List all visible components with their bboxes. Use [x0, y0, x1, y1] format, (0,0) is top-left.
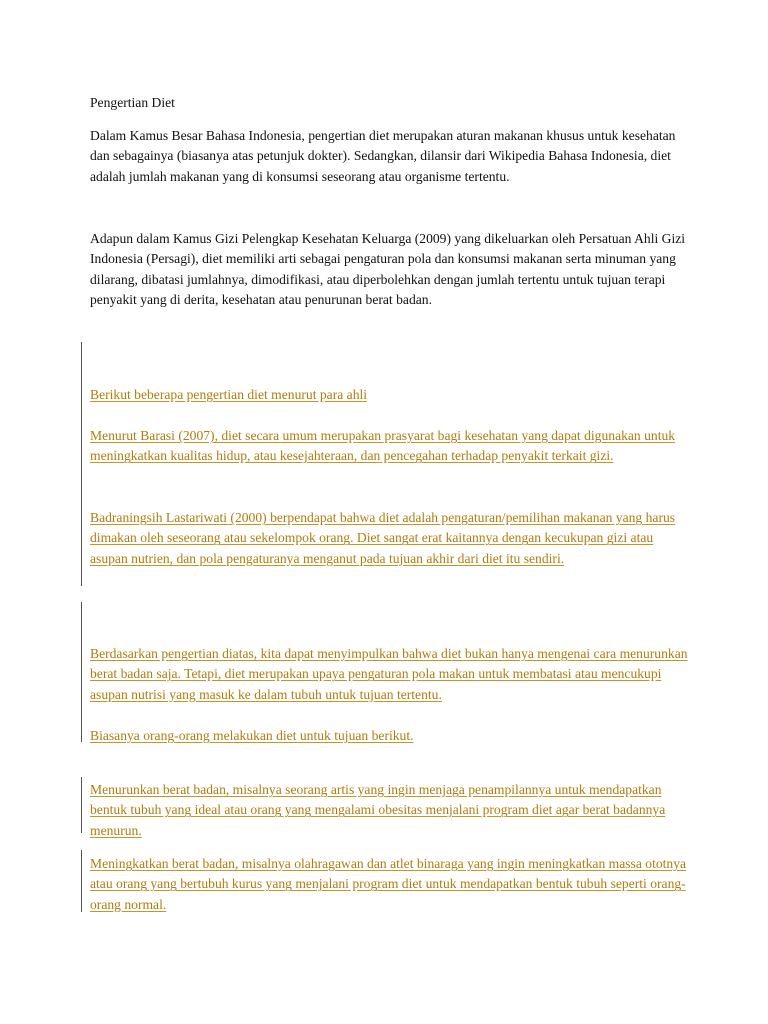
- tracked-change-barasi: [90, 426, 690, 467]
- tracked-change-purposes-intro: [90, 726, 690, 746]
- paragraph-definition-persagi: Adapun dalam Kamus Gizi Pelengkap Kesehatan Keluarga (2009) yang dikeluarkan oleh Persatuan Ahli Gizi Indonesia (Persagi), diet memiliki arti sebagai pengaturan pola dan konsumsi makanan serta minuman yang dilarang, dibatasi jumlahnya, dimodifikasi, atau diperbolehkan dengan jumlah tertentu untuk tujuan terapi penyakit yang di derita, kesehatan atau penurunan berat badan.: [90, 231, 686, 307]
- change-bar: [81, 850, 82, 912]
- change-bar: [81, 777, 82, 833]
- change-bar: [81, 602, 82, 742]
- tracked-change-intro: [90, 385, 690, 405]
- change-bar: [81, 342, 82, 586]
- tracked-change-text: Badraningsih Lastariwati (2000) berpendapat bahwa diet adalah pengaturan/pemilihan makanan yang harus dimakan oleh seseorang atau sekelompok orang. Diet sangat erat kaitannya dengan kecukupan gizi atau asupan nutrien, dan pola pengaturanya menganut pada tujuan akhir dari diet itu sendiri.: [90, 510, 676, 566]
- tracked-change-gain-weight: [90, 854, 690, 915]
- document-title: Pengertian Diet: [90, 95, 175, 110]
- tracked-change-text: Biasanya orang-orang melakukan diet untuk tujuan berikut.: [90, 728, 414, 743]
- tracked-change-conclusion: [90, 644, 690, 705]
- tracked-change-text: Menurunkan berat badan, misalnya seorang artis yang ingin menjaga penampilannya untuk mendapatkan bentuk tubuh yang ideal atau orang yang mengalami obesitas menjalani program diet agar berat badannya menurun.: [90, 782, 666, 838]
- tracked-change-lose-weight: [90, 780, 690, 841]
- tracked-change-text: Berikut beberapa pengertian diet menurut para ahli: [90, 387, 368, 402]
- paragraph-definition-kbbi: Dalam Kamus Besar Bahasa Indonesia, pengertian diet merupakan aturan makanan khusus untuk kesehatan dan sebagainya (biasanya atas petunjuk dokter). Sedangkan, dilansir dari Wikipedia Bahasa Indonesia, diet adalah jumlah makanan yang di konsumsi seseorang atau organisme tertentu.: [90, 128, 676, 184]
- tracked-change-text: Berdasarkan pengertian diatas, kita dapat menyimpulkan bahwa diet bukan hanya mengenai cara menurunkan berat badan saja. Tetapi, diet merupakan upaya pengaturan pola makan untuk membatasi atau mencukupi asupan nutrisi yang masuk ke dalam tubuh untuk tujuan tertentu.: [90, 646, 688, 702]
- tracked-change-text: Menurut Barasi (2007), diet secara umum merupakan prasyarat bagi kesehatan yang dapat digunakan untuk meningkatkan kualitas hidup, atau kesejahteraan, dan pencegahan terhadap penyakit terkait gizi.: [90, 428, 676, 464]
- tracked-change-lastariwati: [90, 508, 690, 569]
- tracked-change-text: Meningkatkan berat badan, misalnya olahragawan dan atlet binaraga yang ingin meningkatkan massa ototnya atau orang yang bertubuh kurus yang menjalani program diet untuk mendapatkan bentuk tubuh seperti orang-orang normal.: [90, 856, 687, 912]
